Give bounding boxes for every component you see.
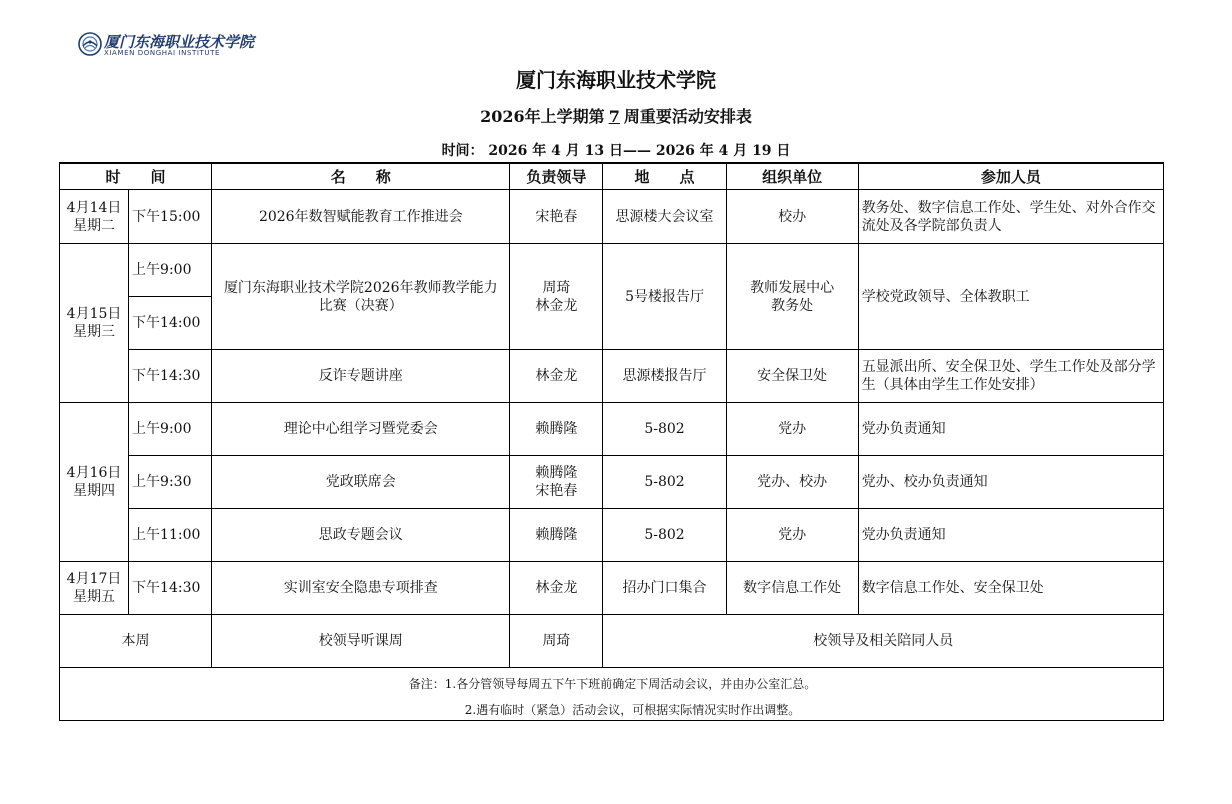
place-cell: 招办门口集合 [603, 562, 726, 615]
event-name-cell: 厦门东海职业技术学院2026年教师教学能力比赛（决赛） [212, 244, 510, 350]
event-name-cell: 思政专题会议 [212, 509, 510, 562]
leader-cell: 周琦 林金龙 [510, 244, 603, 350]
notes-cell [60, 668, 1164, 721]
time-cell: 上午9:30 [129, 456, 212, 509]
table-row [60, 562, 1164, 615]
attendees-cell: 党办负责通知 [858, 403, 1163, 456]
place-cell: 5-802 [603, 509, 726, 562]
table-row [60, 403, 1164, 456]
week-label-cell: 本周 [60, 615, 212, 668]
leader-cell: 赖腾隆 [510, 509, 603, 562]
event-name-cell: 实训室安全隐患专项排查 [212, 562, 510, 615]
day-cell: 4月14日 星期二 [60, 190, 129, 244]
col-header-attendees: 参加人员 [858, 163, 1163, 190]
place-cell: 5-802 [603, 456, 726, 509]
col-header-leader: 负责领导 [510, 163, 603, 190]
table-row [60, 350, 1164, 403]
col-header-org: 组织单位 [726, 163, 858, 190]
table-row [60, 190, 1164, 244]
table-row [60, 456, 1164, 509]
time-cell: 下午15:00 [129, 190, 212, 244]
org-cell: 数字信息工作处 [726, 562, 858, 615]
col-header-time: 时 间 [60, 163, 212, 190]
header-row [60, 163, 1164, 190]
note-line-1: 备注：1.各分管领导每周五下午下班前确定下周活动会议，并由办公室汇总。 [408, 677, 817, 691]
org-cell: 教师发展中心 教务处 [726, 244, 858, 350]
week-row [60, 615, 1164, 668]
time-cell: 上午9:00 [129, 244, 212, 297]
attendees-cell: 学校党政领导、全体教职工 [858, 244, 1163, 350]
leader-cell: 林金龙 [510, 562, 603, 615]
place-cell: 5号楼报告厅 [603, 244, 726, 350]
event-name-cell: 党政联席会 [212, 456, 510, 509]
date-range: 时间： 2026 年 4 月 13 日—— 2026 年 4 月 19 日 [441, 143, 791, 159]
subtitle-prefix: 2026年上学期第 [480, 107, 605, 126]
school-emblem-icon [78, 32, 102, 56]
attendees-cell: 党办、校办负责通知 [858, 456, 1163, 509]
leader-cell: 林金龙 [510, 350, 603, 403]
week-attendees-cell: 校领导及相关陪同人员 [603, 615, 1164, 668]
page-subtitle [0, 104, 1232, 127]
notes-row [60, 668, 1164, 721]
event-name-cell: 2026年数智赋能教育工作推进会 [212, 190, 510, 244]
org-cell: 党办 [726, 403, 858, 456]
time-cell: 下午14:30 [129, 350, 212, 403]
logo-english-name: XIAMEN DONGHAI INSTITUTE [104, 49, 221, 57]
table-row [60, 509, 1164, 562]
leader-cell: 赖腾隆 [510, 403, 603, 456]
week-name-cell: 校领导听课周 [212, 615, 510, 668]
subtitle-suffix: 周重要活动安排表 [623, 107, 752, 126]
attendees-cell: 教务处、数字信息工作处、学生处、对外合作交流处及各学院部负责人 [858, 190, 1163, 244]
time-cell: 上午11:00 [129, 509, 212, 562]
org-cell: 党办 [726, 509, 858, 562]
col-header-place: 地 点 [603, 163, 726, 190]
event-name-cell: 理论中心组学习暨党委会 [212, 403, 510, 456]
event-name-cell: 反诈专题讲座 [212, 350, 510, 403]
day-cell: 4月16日 星期四 [60, 403, 129, 562]
leader-cell: 宋艳春 [510, 190, 603, 244]
note-line-2: 2.遇有临时（紧急）活动会议，可根据实际情况实时作出调整。 [464, 703, 801, 717]
schedule-table [59, 162, 1164, 721]
org-cell: 党办、校办 [726, 456, 858, 509]
day-cell: 4月17日 星期五 [60, 562, 129, 615]
place-cell: 5-802 [603, 403, 726, 456]
leader-cell: 赖腾隆 宋艳春 [510, 456, 603, 509]
week-leader-cell: 周琦 [510, 615, 603, 668]
org-cell: 安全保卫处 [726, 350, 858, 403]
time-cell: 下午14:30 [129, 562, 212, 615]
subtitle-week-number: 7 [608, 107, 620, 126]
col-header-name: 名 称 [212, 163, 510, 190]
table-row [60, 244, 1164, 297]
day-cell: 4月15日 星期三 [60, 244, 129, 403]
logo-chinese-name: 厦门东海职业技术学院 [104, 33, 255, 51]
page-title: 厦门东海职业技术学院 [516, 68, 716, 92]
org-cell: 校办 [726, 190, 858, 244]
attendees-cell: 数字信息工作处、安全保卫处 [858, 562, 1163, 615]
time-cell: 上午9:00 [129, 403, 212, 456]
place-cell: 思源楼大会议室 [603, 190, 726, 244]
school-logo [78, 30, 255, 60]
time-cell: 下午14:00 [129, 297, 212, 350]
attendees-cell: 党办负责通知 [858, 509, 1163, 562]
place-cell: 思源楼报告厅 [603, 350, 726, 403]
attendees-cell: 五显派出所、安全保卫处、学生工作处及部分学生（具体由学生工作处安排） [858, 350, 1163, 403]
